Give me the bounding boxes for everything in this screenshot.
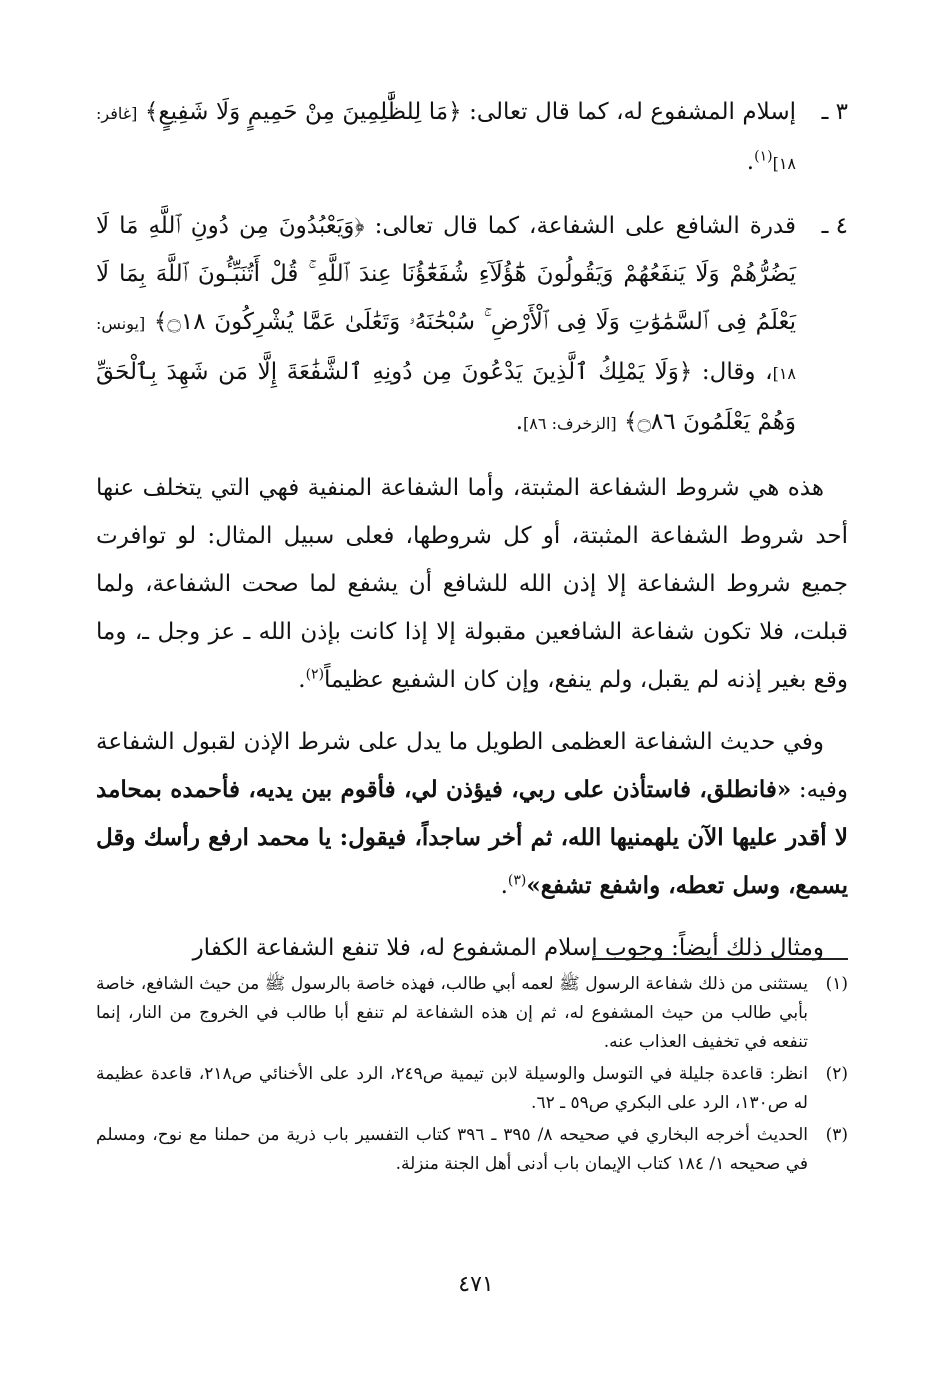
footnote-ref[interactable]: (٢)	[305, 666, 325, 683]
footnotes	[96, 970, 848, 1182]
item-text	[96, 88, 796, 188]
item-intro: إسلام المشفوع له، كما قال تعالى:	[461, 99, 796, 125]
footnote-3	[96, 1121, 848, 1179]
condition-item-4	[96, 202, 848, 448]
footnote-number: (٣)	[825, 1125, 848, 1145]
quran-verse: ﴿مَا لِلظَّٰلِمِينَ مِنْ حَمِيمٍ وَلَا شَفِيعٍ﴾	[144, 99, 462, 125]
quran-verse: ﴿وَيَعْبُدُونَ مِن دُونِ ٱللَّهِ مَا لَا يَضُرُّهُمْ وَلَا يَنفَعُهُمْ وَيَقُولُونَ هَٰٓؤُلَآءِ شُفَعَٰٓؤُنَا عِندَ ٱللَّهِ ۚ قُلْ أَتُنَبِّـُٔونَ ٱللَّهَ بِمَا لَا يَعْلَمُ فِى ٱلسَّمَٰوَٰتِ وَلَا فِى ٱلْأَرْضِ ۚ سُبْحَٰنَهُۥ وَتَعَٰلَىٰ عَمَّا يُشْرِكُونَ ۝١٨﴾	[96, 213, 796, 335]
footnote-number: (٢)	[825, 1064, 848, 1084]
footnote-divider	[592, 958, 848, 960]
paragraph-negated-intercession	[96, 464, 848, 704]
footnote-text: يستثنى من ذلك شفاعة الرسول ﷺ لعمه أبي طالب، فهذه خاصة بالرسول ﷺ من حيث الشافع، خاصة بأبي طالب من حيث المشفوع له، ثم إن هذه الشفاعة لم تنفع أبا طالب في الخروج من النار، إنما تنفعه في تخفيف العذاب عنه.	[96, 974, 808, 1052]
period: .	[515, 409, 524, 435]
footnote-1	[96, 970, 848, 1057]
item-number: ٣ ـ	[821, 99, 848, 125]
period: .	[500, 873, 508, 899]
paragraph-hadith	[96, 718, 848, 910]
paragraph-example	[96, 924, 848, 972]
verse-citation: [يونس: ١٨]	[96, 314, 796, 383]
footnote-text: الحديث أخرجه البخاري في صحيحه ٨/ ٣٩٥ ـ ٣٩٦ كتاب التفسير باب ذرية من حملنا مع نوح، ومسلم في صحيحه ١/ ١٨٤ كتاب الإيمان باب أدنى أهل الجنة منزلة.	[96, 1125, 808, 1174]
verse-citation: [الزخرف: ٨٦]	[523, 414, 617, 433]
page-number: ٤٧١	[458, 1272, 494, 1297]
footnote-ref[interactable]: (٣)	[507, 872, 527, 889]
footnote-number: (١)	[825, 974, 848, 994]
verse-citation: [غافر: ١٨]	[96, 104, 796, 173]
paragraph-text: هذه هي شروط الشفاعة المثبتة، وأما الشفاعة المنفية فهي التي يتخلف عنها أحد شروط الشفاعة المثبتة، أو كل شروطها، فعلى سبيل المثال: لو توافرت جميع شروط الشفاعة إلا إذن الله للشافع أن يشفع لما صحت الشفاعة، ولما قبلت، فلا تكون شفاعة الشافعين مقبولة إلا إذا كانت بإذن الله ـ عز وجل ـ، وما وقع بغير إذنه لم يقبل، ولم ينفع، وإن كان الشفيع عظيماً	[96, 475, 848, 693]
quran-verse: ﴿وَلَا يَمْلِكُ ٱلَّذِينَ يَدْعُونَ مِن دُونِهِ ٱلشَّفَٰعَةَ إِلَّا مَن شَهِدَ بِٱلْحَقِّ وَهُمْ يَعْلَمُونَ ۝٨٦﴾	[96, 359, 796, 435]
item-intro: قدرة الشافع على الشفاعة، كما قال تعالى:	[364, 213, 796, 239]
connector-text: ، وقال:	[692, 359, 773, 385]
footnote-text: انظر: قاعدة جليلة في التوسل والوسيلة لابن تيمية ص٢٤٩، الرد على الأخنائي ص٢١٨، قاعدة عظيمة له ص١٣٠، الرد على البكري ص٥٩ ـ ٦٢.	[96, 1064, 808, 1113]
condition-item-3	[96, 88, 848, 188]
main-text	[96, 88, 848, 972]
hadith-quote: «فانطلق، فاستأذن على ربي، فيؤذن لي، فأقوم بين يديه، فأحمده بمحامد لا أقدر عليها الآن يلهمنيها الله، ثم أخر ساجداً، فيقول: يا محمد ارفع رأسك وقل يسمع، وسل تعطه، واشفع تشفع»	[96, 776, 848, 899]
footnote-ref[interactable]: (١)	[754, 148, 773, 165]
period: .	[746, 149, 755, 175]
paragraph-text: وفي حديث الشفاعة العظمى الطويل ما يدل على شرط الإذن لقبول الشفاعة وفيه:	[96, 729, 849, 803]
item-number: ٤ ـ	[821, 213, 848, 239]
period: .	[298, 667, 306, 693]
item-text	[96, 202, 796, 448]
footnote-2	[96, 1060, 848, 1118]
paragraph-text: ومثال ذلك أيضاً: وجوب إسلام المشفوع له، فلا تنفع الشفاعة الكفار	[192, 935, 824, 961]
